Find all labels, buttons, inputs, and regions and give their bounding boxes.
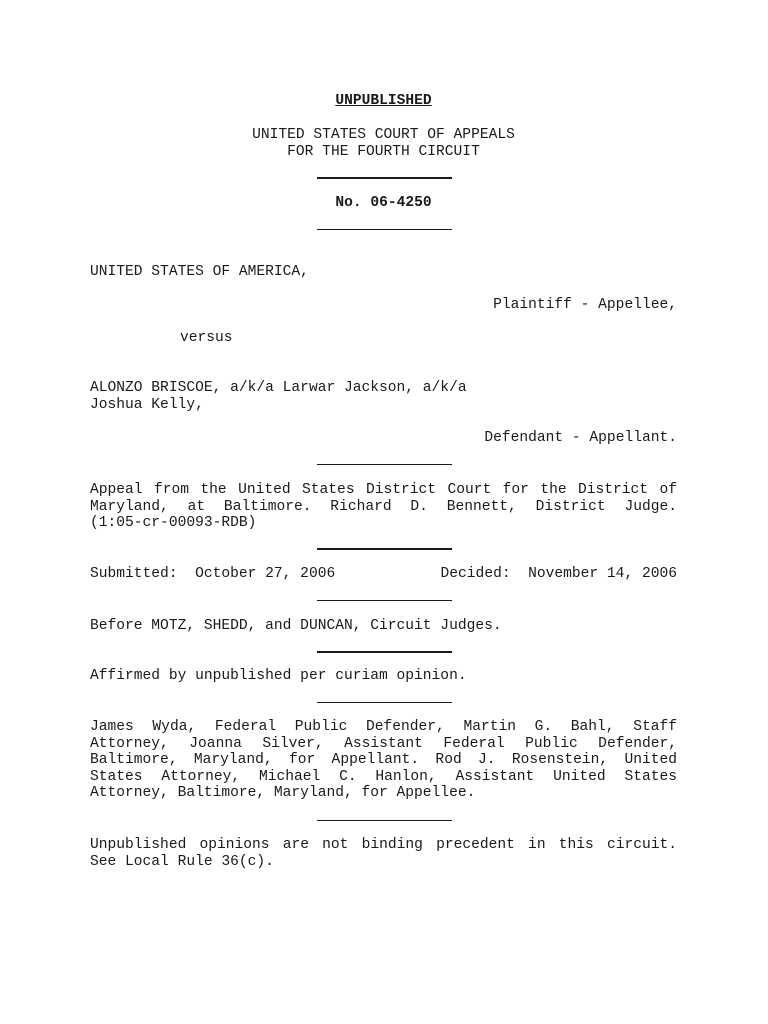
notice-line: See Local Rule 36(c). bbox=[90, 853, 274, 870]
defendant-name-line2: Joshua Kelly, bbox=[90, 397, 204, 413]
counsel-paragraph bbox=[90, 719, 677, 802]
case-number: No. 06-4250 bbox=[335, 195, 432, 211]
counsel-line: Attorney, Joanna Silver, Assistant Federal Public Defender, bbox=[90, 735, 677, 752]
plaintiff-role: Plaintiff - Appellee, bbox=[493, 297, 677, 313]
defendant-name-line1: ALONZO BRISCOE, a/k/a Larwar Jackson, a/k/a bbox=[90, 380, 467, 396]
counsel-line: James Wyda, Federal Public Defender, Martin G. Bahl, Staff bbox=[90, 719, 677, 735]
divider-rule bbox=[317, 548, 452, 550]
unpublished-heading: UNPUBLISHED bbox=[335, 93, 432, 109]
defendant-role: Defendant - Appellant. bbox=[484, 430, 677, 446]
appeal-line: Maryland, at Baltimore. Richard D. Bennett, District Judge. bbox=[90, 498, 677, 515]
disposition: Affirmed by unpublished per curiam opinion. bbox=[90, 668, 467, 684]
counsel-line: Baltimore, Maryland, for Appellant. Rod J. Rosenstein, United bbox=[90, 752, 677, 769]
decided-date: Decided: November 14, 2006 bbox=[440, 566, 677, 582]
counsel-line: Attorney, Baltimore, Maryland, for Appellee. bbox=[90, 785, 476, 802]
appeal-line: (1:05-cr-00093-RDB) bbox=[90, 515, 257, 532]
document-page bbox=[90, 0, 677, 1024]
appeal-line: Appeal from the United States District Court for the District of bbox=[90, 482, 677, 498]
panel-judges: Before MOTZ, SHEDD, and DUNCAN, Circuit Judges. bbox=[90, 618, 502, 634]
divider-rule bbox=[317, 600, 452, 601]
counsel-line: States Attorney, Michael C. Hanlon, Assistant United States bbox=[90, 768, 677, 785]
divider-rule bbox=[317, 464, 452, 465]
versus-label: versus bbox=[180, 330, 233, 346]
court-name-line2: FOR THE FOURTH CIRCUIT bbox=[287, 144, 480, 160]
notice-paragraph bbox=[90, 837, 677, 870]
divider-rule bbox=[317, 820, 452, 821]
appeal-paragraph bbox=[90, 482, 677, 532]
divider-rule bbox=[317, 702, 452, 703]
plaintiff-name: UNITED STATES OF AMERICA, bbox=[90, 264, 309, 280]
divider-rule bbox=[317, 651, 452, 653]
divider-rule bbox=[317, 229, 452, 230]
notice-line: Unpublished opinions are not binding precedent in this circuit. bbox=[90, 837, 677, 853]
divider-rule bbox=[317, 177, 452, 179]
court-name-line1: UNITED STATES COURT OF APPEALS bbox=[252, 127, 515, 143]
dates-row bbox=[90, 566, 677, 583]
submitted-date: Submitted: October 27, 2006 bbox=[90, 566, 336, 582]
